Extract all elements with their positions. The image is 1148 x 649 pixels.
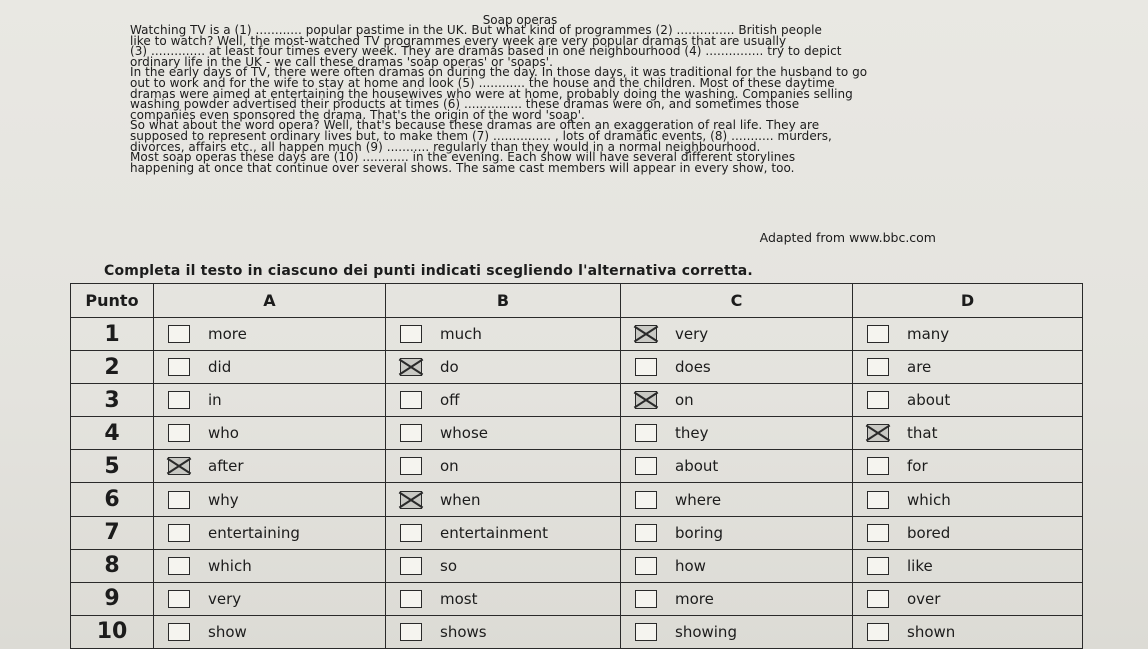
option-cell-d[interactable]: [853, 516, 1083, 549]
option-cell-b[interactable]: [386, 384, 621, 417]
answer-checkbox[interactable]: [168, 590, 190, 608]
answer-checkbox[interactable]: [168, 391, 190, 409]
option-cell-d[interactable]: [853, 384, 1083, 417]
answer-checkbox[interactable]: [168, 491, 190, 509]
answer-checkbox[interactable]: [168, 557, 190, 575]
option-b[interactable]: [386, 450, 620, 482]
answer-rows: [71, 318, 1083, 649]
answer-checkbox[interactable]: [867, 457, 889, 475]
option-d[interactable]: [853, 483, 1082, 515]
option-cell-b[interactable]: [386, 318, 621, 351]
option-a[interactable]: [154, 616, 385, 648]
option-label: boring: [675, 523, 724, 542]
answer-checkbox[interactable]: [400, 457, 422, 475]
option-label: off: [440, 391, 460, 410]
option-a[interactable]: [154, 318, 385, 350]
option-label: which: [907, 490, 951, 509]
option-b[interactable]: [386, 483, 620, 515]
option-a[interactable]: [154, 384, 385, 416]
answer-table: [70, 283, 1083, 649]
source-credit: Adapted from www.bbc.com: [759, 230, 936, 245]
answer-checkbox[interactable]: [635, 557, 657, 575]
option-label: whose: [440, 424, 488, 443]
exercise-instruction: Completa il testo in ciascuno dei punti indicati scegliendo l'alternativa corretta.: [104, 263, 753, 279]
option-cell-c[interactable]: [621, 417, 853, 450]
option-cell-d[interactable]: [853, 417, 1083, 450]
option-b[interactable]: [386, 351, 620, 383]
option-b[interactable]: [386, 583, 620, 615]
option-cell-b[interactable]: [386, 582, 621, 615]
option-label: on: [440, 457, 459, 476]
option-label: are: [907, 358, 932, 377]
option-label: that: [907, 424, 938, 443]
option-label: they: [675, 424, 709, 443]
option-b[interactable]: [386, 384, 620, 416]
passage-line: Watching TV is a (1) ............ popular pastime in the UK. But what kind of programmes (2) ............... British people: [130, 23, 822, 37]
item-number: 7: [71, 516, 154, 549]
option-label: more: [208, 325, 247, 344]
option-cell-a[interactable]: [154, 450, 386, 483]
option-label: does: [675, 358, 711, 377]
option-cell-c[interactable]: [621, 549, 853, 582]
option-cell-a[interactable]: [154, 384, 386, 417]
option-d[interactable]: [853, 318, 1082, 350]
answer-checkbox[interactable]: [168, 524, 190, 542]
option-c[interactable]: [621, 483, 852, 515]
option-label: about: [675, 457, 719, 476]
option-label: shows: [440, 622, 487, 641]
option-cell-c[interactable]: [621, 318, 853, 351]
option-cell-a[interactable]: [154, 582, 386, 615]
option-b[interactable]: [386, 550, 620, 582]
checked-checkbox[interactable]: [635, 325, 657, 343]
answer-checkbox[interactable]: [635, 623, 657, 641]
option-label: why: [208, 490, 239, 509]
option-c[interactable]: [621, 417, 852, 449]
column-header-c: C: [621, 284, 853, 318]
option-cell-d[interactable]: [853, 351, 1083, 384]
item-number: 9: [71, 582, 154, 615]
option-label: shown: [907, 622, 956, 641]
option-label: do: [440, 358, 459, 377]
passage-line: like to watch? Well, the most-watched TV programmes every week are very popular dramas that are usually: [130, 33, 787, 48]
header-row: [71, 284, 1083, 318]
option-b[interactable]: [386, 318, 620, 350]
option-label: very: [675, 325, 709, 344]
item-number: 8: [71, 549, 154, 582]
item-number: 1: [71, 318, 154, 351]
answer-checkbox[interactable]: [867, 325, 889, 343]
column-header-punto: Punto: [71, 284, 154, 318]
option-b[interactable]: [386, 417, 620, 449]
option-d[interactable]: [853, 351, 1082, 383]
option-a[interactable]: [154, 450, 385, 482]
column-header-d: D: [853, 284, 1083, 318]
option-cell-b[interactable]: [386, 516, 621, 549]
option-d[interactable]: [853, 450, 1082, 482]
option-d[interactable]: [853, 384, 1082, 416]
answer-checkbox[interactable]: [867, 590, 889, 608]
option-label: like: [907, 556, 933, 575]
option-cell-c[interactable]: [621, 384, 853, 417]
answer-checkbox[interactable]: [400, 557, 422, 575]
answer-checkbox[interactable]: [867, 491, 889, 509]
option-label: about: [907, 391, 951, 410]
option-d[interactable]: [853, 550, 1082, 582]
answer-checkbox[interactable]: [400, 325, 422, 343]
option-cell-b[interactable]: [386, 483, 621, 516]
option-a[interactable]: [154, 550, 385, 582]
option-d[interactable]: [853, 583, 1082, 615]
page-title: Soap operas: [482, 13, 558, 27]
answer-checkbox[interactable]: [867, 358, 889, 376]
item-number: 3: [71, 384, 154, 417]
table-row: [71, 318, 1083, 351]
answer-checkbox[interactable]: [635, 524, 657, 542]
answer-checkbox[interactable]: [867, 391, 889, 409]
answer-checkbox[interactable]: [635, 491, 657, 509]
option-cell-a[interactable]: [154, 549, 386, 582]
passage-line: happening at once that continue over several shows. The same cast members will appear in every show, too.: [130, 160, 795, 175]
answer-checkbox[interactable]: [168, 358, 190, 376]
table-row: [71, 351, 1083, 384]
answer-checkbox[interactable]: [635, 457, 657, 475]
option-cell-d[interactable]: [853, 582, 1083, 615]
option-c[interactable]: [621, 351, 852, 383]
table-row: [71, 417, 1083, 450]
option-cell-a[interactable]: [154, 483, 386, 516]
checked-checkbox[interactable]: [400, 491, 422, 509]
option-a[interactable]: [154, 417, 385, 449]
answer-checkbox[interactable]: [867, 557, 889, 575]
option-c[interactable]: [621, 616, 852, 648]
passage-line: dramas were aimed at entertaining the housewives who were at home, probably doing the washing. Companies selling: [130, 86, 853, 101]
option-cell-a[interactable]: [154, 615, 386, 648]
answer-checkbox[interactable]: [635, 424, 657, 442]
option-label: how: [675, 556, 706, 575]
passage-line: washing powder advertised their products at times (6) ............... these dramas were on, and sometimes those: [130, 97, 800, 112]
option-cell-b[interactable]: [386, 417, 621, 450]
table-row: [71, 483, 1083, 516]
checked-checkbox[interactable]: [400, 358, 422, 376]
answer-checkbox[interactable]: [867, 524, 889, 542]
option-label: much: [440, 325, 482, 344]
option-label: after: [208, 457, 244, 476]
option-label: did: [208, 358, 232, 377]
passage-line: (3) .............. at least four times every week. They are dramas based in one neighbourhood (4) ............... try to depict: [130, 44, 842, 59]
item-number: 4: [71, 417, 154, 450]
option-cell-c[interactable]: [621, 450, 853, 483]
answer-checkbox[interactable]: [635, 358, 657, 376]
option-cell-b[interactable]: [386, 615, 621, 648]
option-cell-c[interactable]: [621, 582, 853, 615]
option-label: more: [675, 589, 714, 608]
option-cell-c[interactable]: [621, 483, 853, 516]
option-d[interactable]: [853, 517, 1082, 549]
item-number: 2: [71, 351, 154, 384]
table-row: [71, 615, 1083, 648]
passage-line: out to work and for the wife to stay at home and look (5) ............ the house and the children. Most of these daytime: [130, 75, 835, 90]
table-row: [71, 582, 1083, 615]
reading-passage: [130, 25, 1048, 173]
option-label: many: [907, 325, 950, 344]
option-c[interactable]: [621, 450, 852, 482]
column-header-a: A: [154, 284, 386, 318]
table-row: [71, 549, 1083, 582]
option-cell-b[interactable]: [386, 351, 621, 384]
option-label: most: [440, 589, 478, 608]
option-cell-b[interactable]: [386, 450, 621, 483]
option-cell-b[interactable]: [386, 549, 621, 582]
option-label: so: [440, 556, 457, 575]
answer-checkbox[interactable]: [168, 623, 190, 641]
option-d[interactable]: [853, 616, 1082, 648]
option-c[interactable]: [621, 517, 852, 549]
option-cell-a[interactable]: [154, 516, 386, 549]
item-number: 6: [71, 483, 154, 516]
passage-line: supposed to represent ordinary lives but, to make them (7) ............... , lots of dramatic events, (8) ........... murders,: [130, 128, 832, 143]
option-cell-a[interactable]: [154, 318, 386, 351]
option-label: where: [675, 490, 722, 509]
option-cell-d[interactable]: [853, 450, 1083, 483]
option-label: on: [675, 391, 694, 410]
passage-line: So what about the word opera? Well, that's because these dramas are often an exaggeration of real life. They are: [130, 118, 820, 133]
option-b[interactable]: [386, 517, 620, 549]
answer-checkbox[interactable]: [400, 424, 422, 442]
answer-checkbox[interactable]: [400, 391, 422, 409]
option-cell-c[interactable]: [621, 351, 853, 384]
passage-line: Most soap operas these days are (10) ............ in the evening. Each show will have several different storylines: [130, 150, 796, 165]
option-c[interactable]: [621, 318, 852, 350]
passage-line: ordinary life in the UK - we call these dramas 'soap operas' or 'soaps'.: [130, 54, 553, 69]
option-cell-c[interactable]: [621, 615, 853, 648]
option-label: showing: [675, 622, 737, 641]
option-c[interactable]: [621, 583, 852, 615]
option-cell-d[interactable]: [853, 615, 1083, 648]
option-label: entertaining: [208, 523, 300, 542]
answer-checkbox[interactable]: [400, 623, 422, 641]
answer-checkbox[interactable]: [400, 590, 422, 608]
table-row: [71, 384, 1083, 417]
option-a[interactable]: [154, 583, 385, 615]
option-label: bored: [907, 523, 951, 542]
answer-checkbox[interactable]: [635, 590, 657, 608]
checked-checkbox[interactable]: [635, 391, 657, 409]
option-c[interactable]: [621, 550, 852, 582]
option-label: when: [440, 490, 481, 509]
option-cell-c[interactable]: [621, 516, 853, 549]
option-label: show: [208, 622, 247, 641]
option-a[interactable]: [154, 351, 385, 383]
option-cell-d[interactable]: [853, 549, 1083, 582]
option-a[interactable]: [154, 483, 385, 515]
option-cell-a[interactable]: [154, 351, 386, 384]
passage-line: companies even sponsored the drama. That's the origin of the word 'soap'.: [130, 107, 585, 122]
answer-checkbox[interactable]: [168, 424, 190, 442]
answer-checkbox[interactable]: [400, 524, 422, 542]
passage-line: In the early days of TV, there were often dramas on during the day. In those days, it was traditional for the husband to go: [130, 65, 868, 80]
answer-checkbox[interactable]: [168, 325, 190, 343]
option-cell-d[interactable]: [853, 318, 1083, 351]
option-c[interactable]: [621, 384, 852, 416]
passage-line: divorces, affairs etc., all happen much (9) ........... regularly than they would in a normal neighbourhood.: [130, 139, 761, 154]
option-cell-a[interactable]: [154, 417, 386, 450]
option-label: for: [907, 457, 928, 476]
option-a[interactable]: [154, 517, 385, 549]
option-label: over: [907, 589, 941, 608]
checked-checkbox[interactable]: [867, 424, 889, 442]
option-label: very: [208, 589, 242, 608]
option-label: entertainment: [440, 523, 548, 542]
option-label: which: [208, 556, 252, 575]
column-header-b: B: [386, 284, 621, 318]
item-number: 10: [71, 615, 154, 648]
option-label: in: [208, 391, 222, 410]
option-cell-d[interactable]: [853, 483, 1083, 516]
checked-checkbox[interactable]: [168, 457, 190, 475]
table-row: [71, 516, 1083, 549]
option-b[interactable]: [386, 616, 620, 648]
table-row: [71, 450, 1083, 483]
answer-checkbox[interactable]: [867, 623, 889, 641]
option-label: who: [208, 424, 239, 443]
item-number: 5: [71, 450, 154, 483]
option-d[interactable]: [853, 417, 1082, 449]
